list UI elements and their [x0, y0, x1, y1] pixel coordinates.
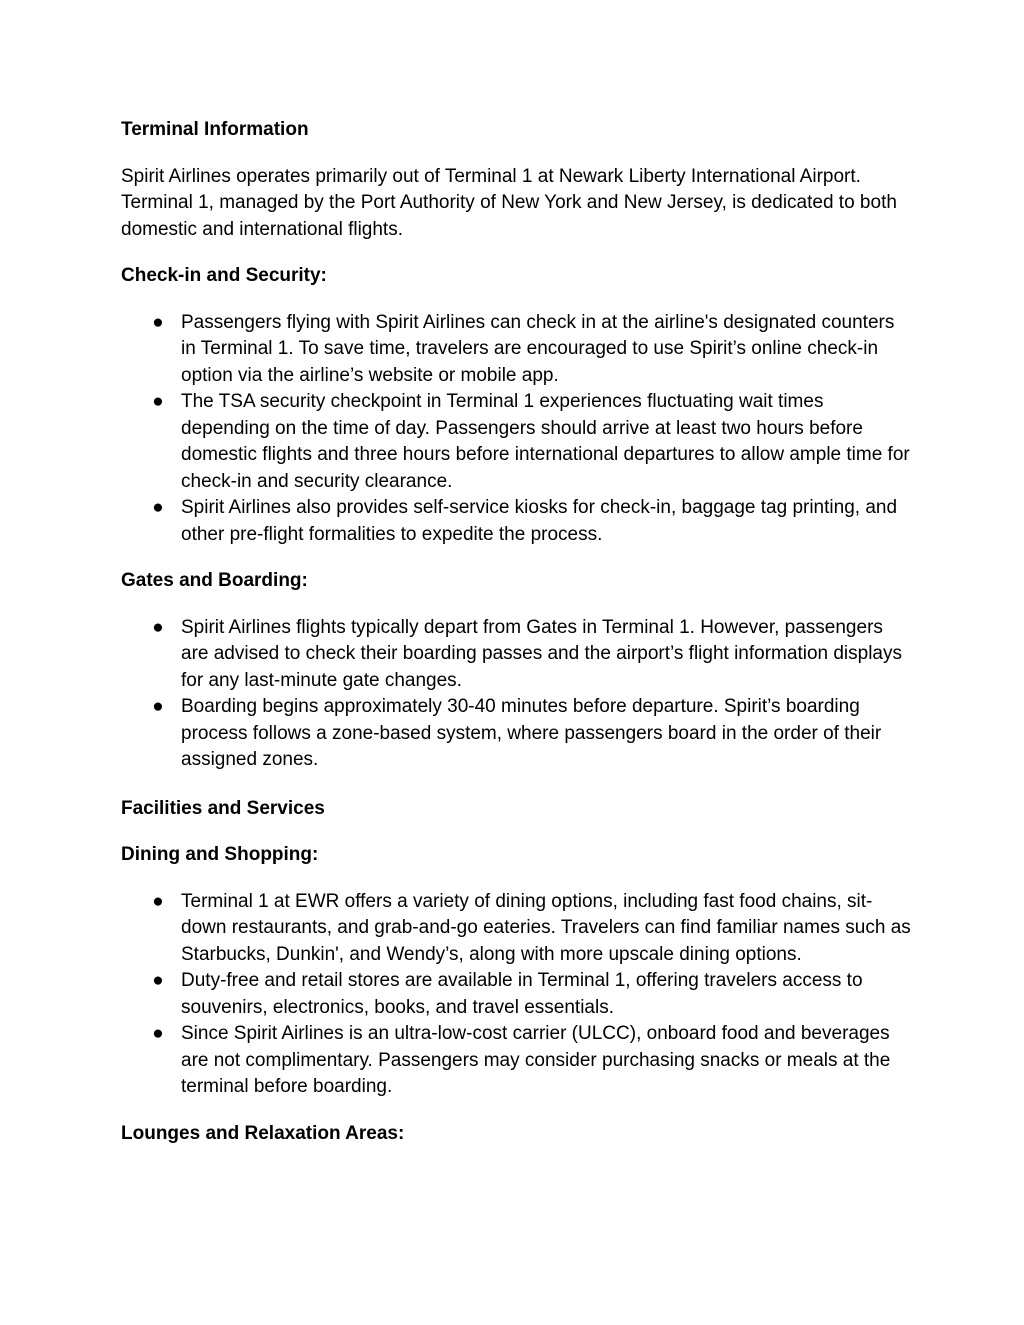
bullet-icon: ●	[152, 497, 164, 518]
bullet-icon: ●	[152, 311, 164, 333]
section-heading-facilities-services: Facilities and Services	[121, 797, 325, 819]
list-item-text: Spirit Airlines also provides self-service kiosks for check-in, baggage tag printing, and other pre-flight formalities to expedite the process.	[181, 497, 898, 545]
list-item	[121, 694, 911, 774]
list-item	[121, 615, 911, 695]
list-item	[121, 968, 911, 1021]
bullet-icon: ●	[152, 970, 164, 991]
document-page	[121, 117, 911, 1147]
list-item-text: Spirit Airlines flights typically depart from Gates in Terminal 1. However, passengers are advised to check their boarding passes and the airport’s flight information displays for any last-minute gate changes.	[181, 616, 902, 691]
section-heading-gates-boarding: Gates and Boarding:	[121, 570, 308, 591]
list-item-text: Since Spirit Airlines is an ultra-low-cost carrier (ULCC), onboard food and beverages are not complimentary. Passengers may consider purchasing snacks or meals at the terminal before boarding.	[181, 1023, 891, 1097]
bullet-icon: ●	[152, 890, 164, 912]
bullet-icon: ●	[152, 391, 164, 412]
check-in-security-list	[121, 310, 911, 549]
list-item	[121, 495, 911, 548]
terminal-information-paragraph: Spirit Airlines operates primarily out of Terminal 1 at Newark Liberty International Airport. Terminal 1, managed by the Port Authority of New York and New Jersey, is dedicated to both domestic and international flights.	[121, 165, 897, 240]
bullet-icon: ●	[152, 616, 164, 638]
list-item	[121, 310, 911, 390]
list-item	[121, 889, 911, 969]
list-item-text: The TSA security checkpoint in Terminal 1 experiences fluctuating wait times depending on the time of day. Passengers should arrive at least two hours before domestic flights and three hours before international departures to allow ample time for check-in and security clearance.	[181, 391, 910, 492]
list-item-text: Duty-free and retail stores are available in Terminal 1, offering travelers access to souvenirs, electronics, books, and travel essentials.	[181, 970, 863, 1018]
section-heading-dining-shopping: Dining and Shopping:	[121, 844, 319, 865]
bullet-icon: ●	[152, 696, 164, 717]
gates-boarding-list	[121, 615, 911, 774]
list-item-text: Terminal 1 at EWR offers a variety of dining options, including fast food chains, sit-down restaurants, and grab-and-go eateries. Travelers can find familiar names such as Starbucks, Dunkin', and Wendy’s, along with more upscale dining options.	[181, 890, 911, 965]
section-heading-terminal-information: Terminal Information	[121, 119, 309, 140]
section-heading-lounges-relaxation: Lounges and Relaxation Areas:	[121, 1122, 405, 1144]
bullet-icon: ●	[152, 1023, 164, 1044]
dining-shopping-list	[121, 889, 911, 1101]
list-item-text: Passengers flying with Spirit Airlines can check in at the airline's designated counters in Terminal 1. To save time, travelers are encouraged to use Spirit’s online check-in option via the airline’s website or mobile app.	[181, 311, 895, 386]
list-item	[121, 1021, 911, 1101]
list-item	[121, 389, 911, 495]
section-heading-check-in-security: Check-in and Security:	[121, 265, 327, 286]
list-item-text: Boarding begins approximately 30-40 minutes before departure. Spirit’s boarding process follows a zone-based system, where passengers board in the order of their assigned zones.	[181, 696, 882, 770]
